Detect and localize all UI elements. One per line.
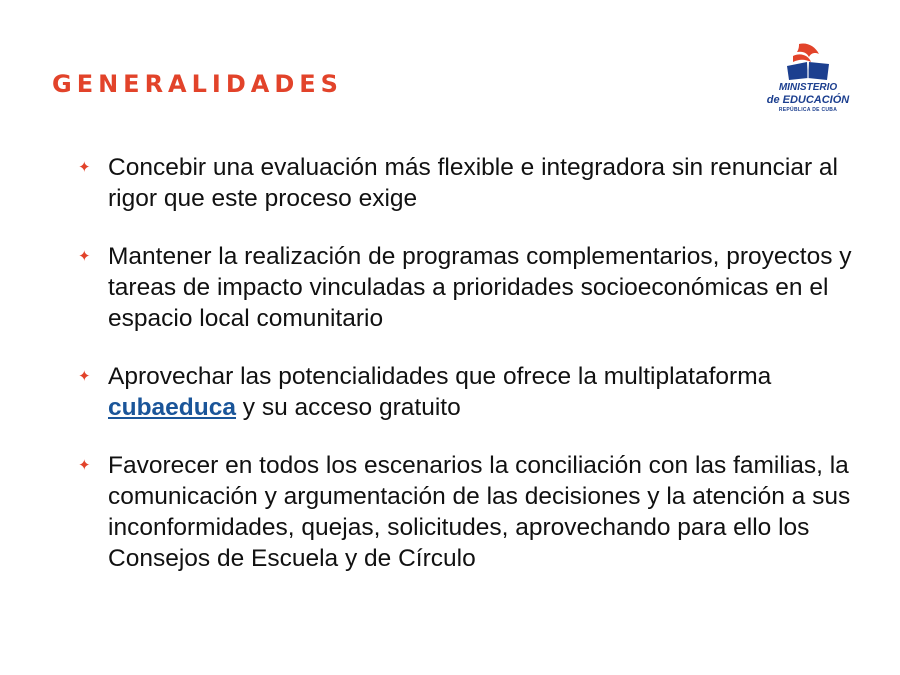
logo-ministry-text: MINISTERIO — [778, 82, 838, 93]
bullet-text: Concebir una evaluación más flexible e integradora sin renunciar al rigor que este proceso exige — [108, 154, 838, 212]
bullet-star-icon: ✦ — [78, 368, 91, 385]
bullet-text: Mantener la realización de programas complementarios, proyectos y tareas de impacto vinculadas a prioridades socioeconómicas en el espacio local comunitario — [108, 243, 852, 332]
logo-country-text: REPÚBLICA DE CUBA — [778, 107, 838, 113]
open-book-flag-icon — [785, 40, 831, 82]
bullet-text-after-link: y su acceso gratuito — [236, 394, 461, 421]
bullet-star-icon: ✦ — [78, 457, 91, 474]
bullet-text: Favorecer en todos los escenarios la conciliación con las familias, la comunicación y argumentación de las decisiones y la atención a sus inconformidades, quejas, solicitudes, aprovechando para ello los Consejos de Escuela y de Círculo — [108, 452, 851, 572]
ministry-logo — [760, 40, 856, 130]
bullet-text-before-link: Aprovechar las potencialidades que ofrece la multiplataforma — [108, 363, 772, 390]
bullet-star-icon: ✦ — [78, 248, 91, 265]
bullet-item — [74, 152, 854, 214]
bullet-item — [74, 450, 854, 574]
bullet-item — [74, 241, 854, 334]
slide-title: GENERALIDADES — [52, 70, 343, 98]
bullet-list — [74, 152, 854, 601]
bullet-item — [74, 361, 854, 423]
cubaeduca-link[interactable]: cubaeduca — [108, 394, 236, 421]
logo-education-text: de EDUCACIÓN — [766, 94, 850, 106]
bullet-star-icon: ✦ — [78, 159, 91, 176]
